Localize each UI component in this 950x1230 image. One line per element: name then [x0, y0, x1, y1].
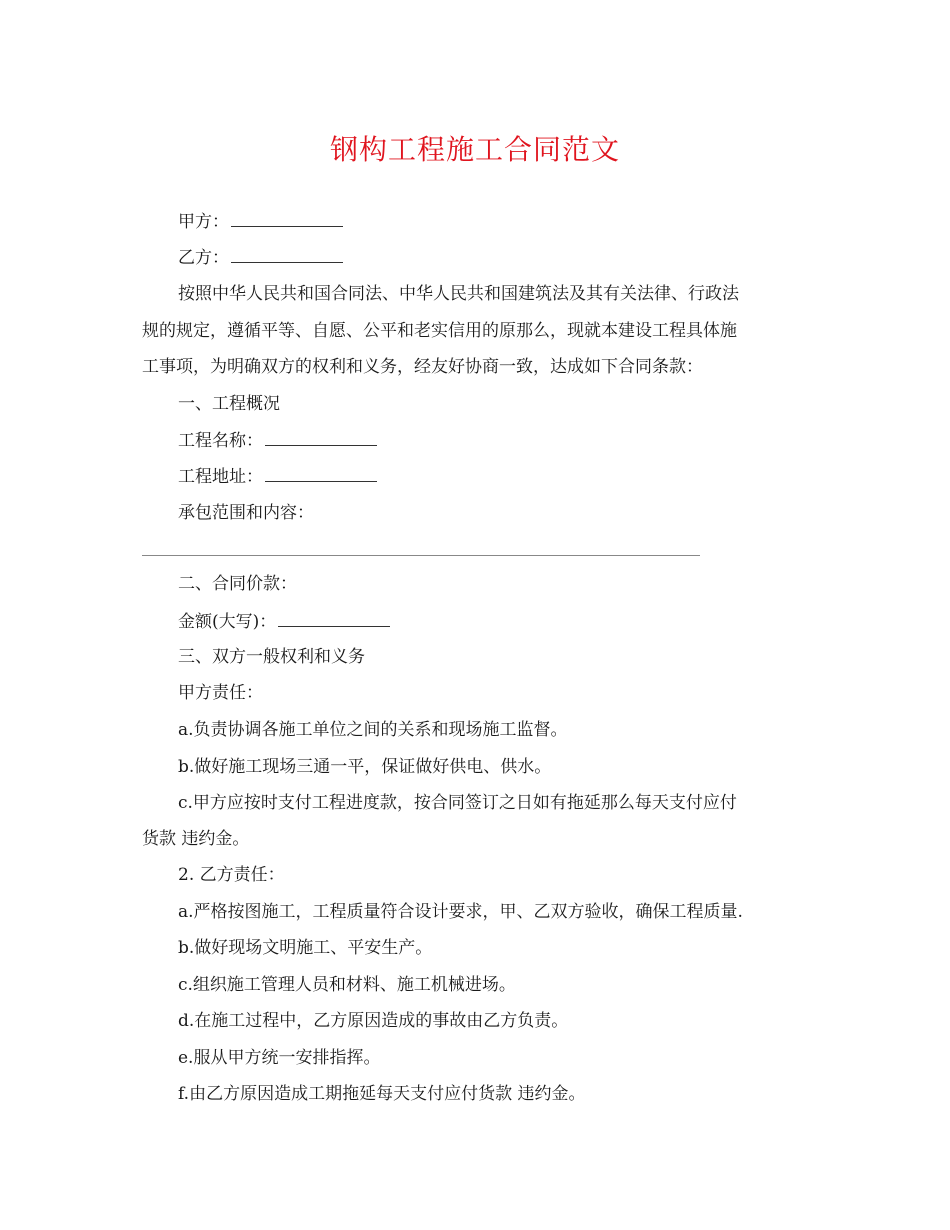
party-b-line [0, 246, 950, 269]
amount-label: 金额(大写)： [178, 612, 277, 632]
party-a-duties-heading: 甲方责任： [178, 683, 263, 703]
document-title: 钢构工程施工合同范文 [329, 133, 620, 166]
party-b-label: 乙方： [178, 248, 229, 268]
party-b-duty-e: e.服从甲方统一安排指挥。 [178, 1048, 381, 1068]
section-1-heading: 一、工程概况 [178, 394, 280, 414]
party-b-duties-heading: 2. 乙方责任： [178, 865, 285, 885]
party-a-duty-c-line-1: c.甲方应按时支付工程进度款，按合同签订之日如有拖延那么每天支付应付 [178, 793, 737, 813]
amount-blank [278, 610, 390, 627]
scope-label: 承包范围和内容： [178, 503, 314, 523]
section-3-heading: 三、双方一般权利和义务 [178, 647, 365, 667]
party-a-duty-c-line-2: 货款 违约金。 [142, 829, 250, 849]
party-b-duty-b: b.做好现场文明施工、平安生产。 [178, 938, 433, 958]
preamble-line-1: 按照中华人民共和国合同法、中华人民共和国建筑法及其有关法律、行政法 [178, 284, 739, 304]
party-a-duty-a: a.负责协调各施工单位之间的关系和现场施工监督。 [178, 720, 568, 740]
project-name-blank [265, 429, 377, 446]
project-name-line [0, 429, 950, 452]
section-2-heading: 二、合同价款： [178, 574, 297, 594]
party-b-duty-c: c.组织施工管理人员和材料、施工机械进场。 [178, 975, 516, 995]
party-b-duty-d: d.在施工过程中，乙方原因造成的事故由乙方负责。 [178, 1011, 569, 1031]
party-a-duty-b: b.做好施工现场三通一平，保证做好供电、供水。 [178, 757, 552, 777]
party-b-duty-a: a.严格按图施工，工程质量符合设计要求，甲、乙双方验收，确保工程质量. [178, 902, 743, 922]
party-b-duty-f: f.由乙方原因造成工期拖延每天支付应付货款 违约金。 [178, 1084, 586, 1104]
scope-blank-rule [142, 555, 700, 556]
party-a-blank [231, 210, 343, 227]
project-name-label: 工程名称： [178, 431, 263, 451]
amount-line [0, 610, 950, 633]
project-address-blank [265, 465, 377, 482]
project-address-label: 工程地址： [178, 467, 263, 487]
preamble-line-3: 工事项，为明确双方的权利和义务，经友好协商一致，达成如下合同条款： [142, 357, 703, 377]
preamble-line-2: 规的规定，遵循平等、自愿、公平和老实信用的原那么，现就本建设工程具体施 [142, 321, 737, 341]
party-b-blank [231, 246, 343, 263]
party-a-line [0, 210, 950, 233]
party-a-label: 甲方： [178, 212, 229, 232]
project-address-line [0, 465, 950, 488]
